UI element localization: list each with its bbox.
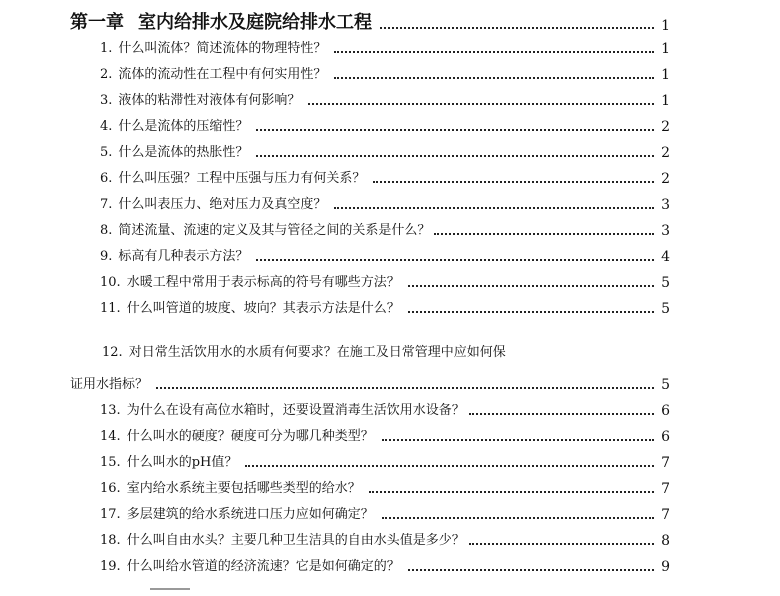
toc-entry (100, 500, 670, 524)
entry-number: 6. (100, 171, 113, 186)
dot-leader (256, 155, 654, 157)
entry-number: 16. (100, 481, 121, 496)
toc-entry (100, 474, 670, 498)
dot-leader (334, 77, 654, 79)
dot-leader (408, 311, 654, 313)
toc-entry-line1 (102, 344, 670, 368)
entry-text: 标高有几种表示方法？ (118, 249, 249, 264)
chapter-heading (70, 8, 670, 34)
dot-leader (382, 439, 654, 441)
entry-number: 5. (100, 145, 113, 160)
entry-text: 为什么在设有高位水箱时，还要设置消毒生活饮用水设备？ (126, 403, 465, 418)
dot-leader (380, 27, 654, 29)
dot-leader (256, 259, 654, 261)
entry-page-number: 5 (661, 275, 670, 291)
entry-number: 11. (100, 301, 121, 316)
entry-page-number: 2 (661, 119, 670, 135)
toc-entry (100, 164, 670, 188)
toc-entry (100, 216, 670, 240)
toc-entry (100, 552, 670, 576)
dot-leader (369, 491, 654, 493)
entry-page-number: 5 (661, 377, 670, 393)
entry-number: 9. (100, 249, 113, 264)
entry-page-number: 5 (661, 301, 670, 317)
chapter-title: 室内给排水及庭院给排水工程 (138, 12, 372, 33)
entry-number: 13. (100, 403, 121, 418)
toc-entry-line2 (70, 370, 670, 394)
entry-text: 多层建筑的给水系统进口压力应如何确定？ (126, 507, 374, 522)
dot-leader (469, 413, 654, 415)
toc-entry (100, 396, 670, 420)
entry-page-number: 3 (661, 197, 670, 213)
dot-leader (245, 465, 654, 467)
entry-number: 12. (102, 345, 123, 360)
toc-entry (100, 448, 670, 472)
entry-number: 18. (100, 533, 121, 548)
entry-text: 证用水指标？ (70, 377, 149, 392)
entry-number: 14. (100, 429, 121, 444)
entry-page-number: 2 (661, 145, 670, 161)
dot-leader (308, 103, 654, 105)
toc-entry (100, 112, 670, 136)
entry-text: 水暖工程中常用于表示标高的符号有哪些方法？ (126, 275, 400, 290)
toc-entry (100, 138, 670, 162)
dot-leader (408, 569, 654, 571)
entry-page-number: 3 (661, 223, 670, 239)
toc-entry (100, 422, 670, 446)
dot-leader (256, 129, 654, 131)
dot-leader (469, 543, 654, 545)
dot-leader (156, 387, 654, 389)
entry-number: 17. (100, 507, 121, 522)
entry-page-number: 1 (661, 41, 670, 57)
entry-page-number: 1 (661, 67, 670, 83)
entry-page-number: 7 (661, 507, 670, 523)
entry-text: 什么叫水的硬度？硬度可分为哪几种类型？ (126, 429, 374, 444)
toc-entry (100, 86, 670, 110)
entry-text: 什么叫给水管道的经济流速？它是如何确定的？ (126, 559, 400, 574)
dot-leader (334, 207, 654, 209)
entry-number: 2. (100, 67, 113, 82)
entry-number: 3. (100, 93, 113, 108)
entry-number: 10. (100, 275, 121, 290)
entry-number: 8. (100, 223, 113, 238)
entry-number: 7. (100, 197, 113, 212)
dot-leader (373, 181, 654, 183)
entry-text: 流体的流动性在工程中有何实用性？ (118, 67, 327, 82)
entry-text: 什么叫自由水头？主要几种卫生洁具的自由水头值是多少？ (126, 533, 465, 548)
entry-text: 什么叫表压力、绝对压力及真空度？ (118, 197, 327, 212)
entry-page-number: 1 (661, 93, 670, 109)
entry-page-number: 6 (661, 429, 670, 445)
dot-leader (434, 233, 654, 235)
toc-entry (100, 526, 670, 550)
cropped-next-line (150, 588, 190, 596)
entry-text: 室内给水系统主要包括哪些类型的给水？ (126, 481, 361, 496)
entry-text: 什么叫压强？工程中压强与压力有何关系？ (118, 171, 366, 186)
dot-leader (334, 51, 654, 53)
entry-text: 液体的粘滞性对液体有何影响？ (118, 93, 301, 108)
dot-leader (382, 517, 654, 519)
toc-entry (100, 190, 670, 214)
toc-entry (100, 60, 670, 84)
chapter-page-number: 1 (661, 18, 670, 34)
toc-entry (100, 34, 670, 58)
entry-number: 15. (100, 455, 121, 470)
entry-text: 什么叫流体？简述流体的物理特性？ (118, 41, 327, 56)
entry-text: 什么叫管道的坡度、坡向？其表示方法是什么？ (126, 301, 400, 316)
toc-entry (100, 294, 670, 318)
entry-text: 简述流量、流速的定义及其与管径之间的关系是什么？ (118, 223, 431, 238)
toc-entry (100, 242, 670, 266)
dot-leader (408, 285, 654, 287)
entry-text: 什么叫水的pH值？ (126, 455, 238, 470)
entry-page-number: 8 (661, 533, 670, 549)
entry-text: 什么是流体的热胀性？ (118, 145, 249, 160)
entry-page-number: 7 (661, 455, 670, 471)
entry-number: 19. (100, 559, 121, 574)
entry-page-number: 4 (661, 249, 670, 265)
toc-entry (100, 268, 670, 292)
entry-page-number: 7 (661, 481, 670, 497)
entry-number: 4. (100, 119, 113, 134)
entry-number: 1. (100, 41, 113, 56)
entry-text: 什么是流体的压缩性？ (118, 119, 249, 134)
entry-text: 对日常生活饮用水的水质有何要求？在施工及日常管理中应如何保 (128, 345, 506, 360)
chapter-number: 第一章 (70, 12, 124, 33)
entry-page-number: 2 (661, 171, 670, 187)
entry-page-number: 9 (661, 559, 670, 575)
entry-page-number: 6 (661, 403, 670, 419)
